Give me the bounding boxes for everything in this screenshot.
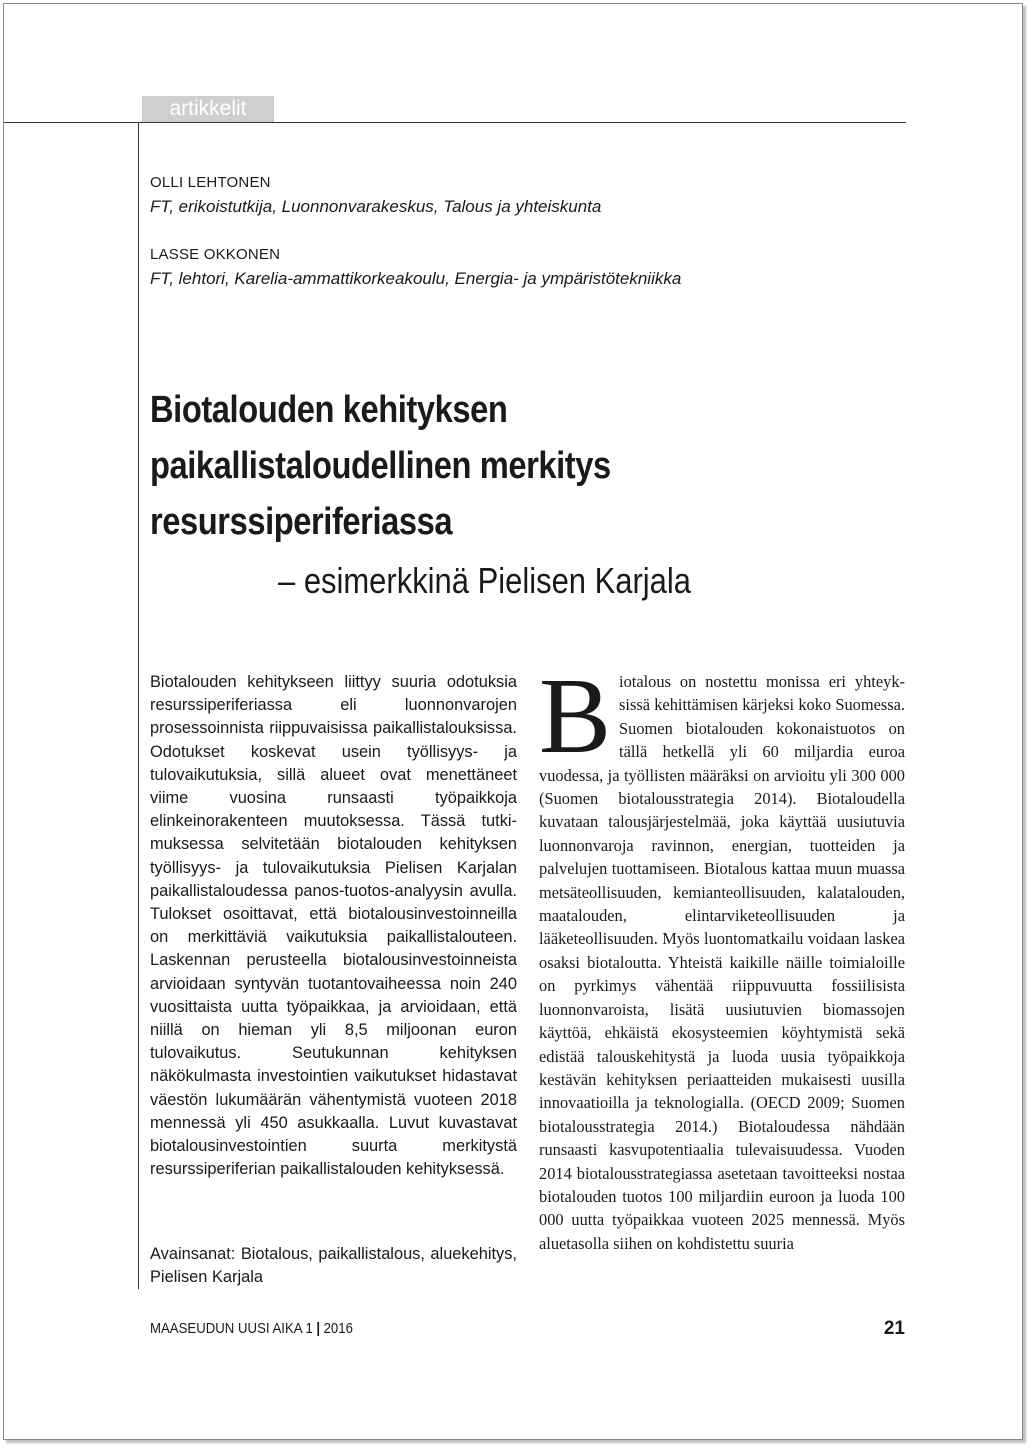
author-2-affiliation: FT, lehtori, Karelia-ammattikorkeakoulu, Energia- ja ympäristötekniikka <box>150 269 682 288</box>
page-number: 21 <box>883 1318 905 1339</box>
drop-cap: B <box>539 670 612 776</box>
title-line-3: resurssiperiferiassa <box>150 501 453 543</box>
article-title <box>150 382 804 550</box>
abstract: Biotalouden kehitykseen liittyy suuria odotuksia resurssiperiferiassa eli luonnonvarojen prosessoinnista riippuvaisissa paikallistalouksissa. Odotukset koskevat usein työllisyys- ja tulovaikutuksia, sillä alueet ovat menettäneet viime vuosina runsaasti työpaikkoja elinkeinorakenteen muutoksessa. Tässä tutkimuksessa selvitetään biotalouden kehityksen työllisyys- ja tulovaikutuksia Pielisen Karjalan paikallistaloudessa panos-tuotos-analyysin avulla. Tulokset osoittavat, että biotalousinvestoinneilla on merkittäviä vaikutuksia paikallistalouteen. Laskennan perusteella biotalousinvestoinneista arvioidaan syntyvän tuotantovaiheessa noin 240 vuosittaista uutta työpaikkaa, ja arvioidaan, että niillä on hieman yli 8,5 miljoonan euron tulovaikutus. Seutukunnan kehityksen näkökulmasta investointien vaikutukset hidastavat väestön lukumäärän vähentymistä vuoteen 2018 mennessä yli 450 asukkaalla. Luvut kuvastavat biotalousinvestointien suurta merkitystä resurssiperiferian paikallistalouden kehityksessä. <box>150 673 517 1179</box>
footer-journal-name: MAASEUDUN UUSI AIKA <box>150 1320 302 1337</box>
body-text: iotalous on nostettu monissa eri yhteyksissä kehittämisen kärjeksi koko Suomessa. Suomen biotalouden kokonaistuotos on tällä hetkellä yli 60 miljardia euroa vuodessa, ja työllisten määräksi on arvioitu yli 300 000 (Suomen biotalousstrategia 2014). Biotaloudella kuvataan talousjärjestelmää, joka käyttää uusiutuvia luonnonvaroja ravinnon, energian, tuotteiden ja palvelujen tuottamiseen. Biotalous kattaa muun muassa metsäteollisuuden, kemianteollisuuden, kalatalouden, maatalouden, elintarviketeollisuuden ja lääketeollisuuden. Myös luontomatkailu voidaan laskea osaksi biotaloutta. Yhteistä kaikille näille toimialoille on pyrkimys vähentää riippuvuutta fossiilisista luonnonvaroista, lisätä uusiutuvien biomassojen käyttöä, ehkäistä ekosysteemien köyhtymistä sekä edistää talouskehitystä ja luoda uusia työpaikkoja kestävän kehityksen periaatteiden mukaisesti uusilla innovaatioilla ja teknologialla. (OECD 2009; Suomen biotalousstrategia 2014.) Biotaloudessa nähdään runsaasti kasvupotentiaalia tulevaisuudessa. Vuoden 2014 biotalousstrategiassa asetetaan tavoitteeksi nostaa biotalouden tuotos 100 miljardiin euroon ja luoda 100 000 uutta työpaikkaa vuoteen 2025 mennessä. Myös aluetasolla siihen on kohdistettu suuria <box>539 672 905 1253</box>
author-1-name: OLLI LEHTONEN <box>150 174 271 191</box>
author-1-affiliation: FT, erikoistutkija, Luonnonvarakeskus, Talous ja yhteiskunta <box>150 197 602 216</box>
body-text-column <box>539 670 905 1290</box>
title-line-2: paikallistaloudellinen merkitys <box>150 445 611 487</box>
title-line-1: Biotalouden kehityksen <box>150 389 508 431</box>
footer-issue: 1 <box>305 1320 313 1337</box>
footer-year: 2016 <box>323 1320 353 1337</box>
margin-rule <box>138 122 139 1289</box>
article-subtitle: – esimerkkinä Pielisen Karjala <box>278 560 691 601</box>
keywords: Avainsanat: Biotalous, paikallistalous, aluekehitys, Pielisen Karjala <box>150 1245 517 1287</box>
section-tab: artikkelit <box>142 96 274 122</box>
author-2-name: LASSE OKKONEN <box>150 246 281 263</box>
footer-separator: | <box>316 1320 321 1337</box>
footer-journal-info <box>150 1320 353 1337</box>
header-rule <box>4 122 906 123</box>
